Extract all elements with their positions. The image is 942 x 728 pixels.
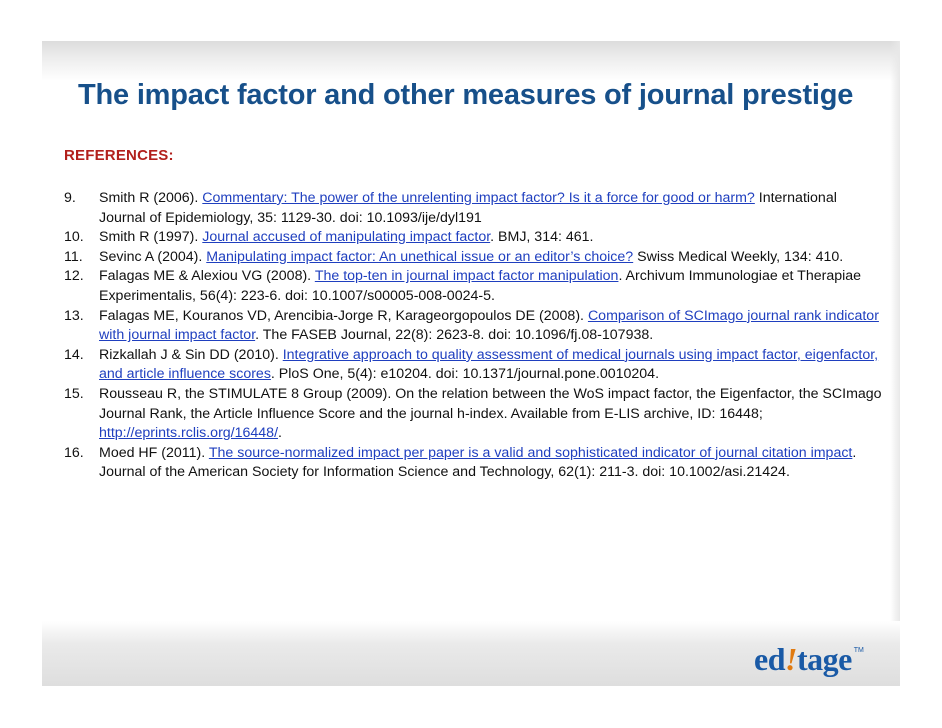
reference-link[interactable]: The source-normalized impact per paper is a valid and sophisticated indicator of journal citation impact bbox=[208, 444, 853, 461]
reference-number: 12. bbox=[64, 268, 84, 285]
slide-side-shadow bbox=[890, 41, 900, 641]
reference-text: . BMJ, 314: 461. bbox=[490, 229, 594, 246]
reference-number: 15. bbox=[64, 385, 84, 402]
reference-link[interactable]: http://eprints.rclis.org/16448/ bbox=[99, 425, 279, 442]
reference-link[interactable]: Journal accused of manipulating impact factor bbox=[202, 229, 491, 246]
reference-item bbox=[64, 444, 884, 483]
reference-list bbox=[64, 189, 884, 483]
reference-text: Smith R (1997). bbox=[99, 229, 203, 246]
references-heading: REFERENCES: bbox=[64, 147, 174, 164]
slide-top-band bbox=[42, 41, 900, 81]
reference-link[interactable]: Comparison of SCImago journal rank indicator with journal impact factor bbox=[99, 307, 879, 344]
logo-text: ed!tage bbox=[754, 641, 852, 677]
reference-number: 16. bbox=[64, 444, 84, 461]
reference-item bbox=[64, 267, 884, 306]
reference-text: . bbox=[278, 425, 282, 442]
reference-text: Sevinc A (2004). bbox=[99, 248, 207, 265]
reference-item bbox=[64, 228, 884, 248]
reference-item bbox=[64, 248, 884, 268]
reference-link[interactable]: Integrative approach to quality assessment of medical journals using impact factor, eigenfactor, and article influence scores bbox=[99, 346, 879, 383]
reference-text: Rousseau R, the STIMULATE 8 Group (2009). On the relation between the WoS impact factor, the Eigenfactor, the SCImago Journal Rank, the Article Influence Score and the journal h-index. Available from E-LIS archive, ID: 16448; bbox=[99, 385, 882, 422]
reference-text: . Journal of the American Society for Information Science and Technology, 62(1): 211-3. doi: 10.1002/asi.21424. bbox=[99, 444, 857, 481]
reference-text: Falagas ME & Alexiou VG (2008). bbox=[99, 268, 315, 285]
reference-item bbox=[64, 307, 884, 346]
reference-text: . Archivum Immunologiae et Therapiae Experimentalis, 56(4): 223-6. doi: 10.1007/s00005-008-0024-5. bbox=[99, 268, 862, 304]
trademark-mark: TM bbox=[853, 647, 864, 654]
reference-text: International Journal of Epidemiology, 35: 1129-30. doi: 10.1093/ije/dyl191 bbox=[99, 190, 837, 226]
reference-text: . PloS One, 5(4): e10204. doi: 10.1371/journal.pone.0010204. bbox=[270, 366, 660, 383]
reference-link[interactable]: Manipulating impact factor: An unethical issue or an editor’s choice? bbox=[206, 248, 634, 265]
reference-number: 11. bbox=[64, 248, 83, 265]
editage-logo bbox=[754, 641, 864, 685]
reference-link[interactable]: The top-ten in journal impact factor manipulation bbox=[314, 268, 619, 285]
slide bbox=[42, 41, 900, 686]
reference-number: 9. bbox=[64, 190, 76, 206]
slide-title: The impact factor and other measures of journal prestige bbox=[78, 79, 854, 111]
reference-text: . The FASEB Journal, 22(8): 2623-8. doi: 10.1096/fj.08-107938. bbox=[255, 327, 654, 344]
reference-text: Falagas ME, Kouranos VD, Arencibia-Jorge R, Karageorgopoulos DE (2008). bbox=[99, 307, 588, 324]
reference-item bbox=[64, 385, 884, 444]
reference-number: 13. bbox=[64, 307, 84, 324]
reference-text: Swiss Medical Weekly, 134: 410. bbox=[633, 248, 844, 265]
reference-item bbox=[64, 346, 884, 385]
reference-item bbox=[64, 189, 884, 228]
reference-text: Rizkallah J & Sin DD (2010). bbox=[99, 346, 283, 363]
reference-text: Moed HF (2011). bbox=[99, 444, 209, 461]
reference-number: 10. bbox=[64, 229, 84, 246]
reference-text: Smith R (2006). bbox=[99, 190, 203, 206]
reference-number: 14. bbox=[64, 346, 84, 363]
reference-link[interactable]: Commentary: The power of the unrelenting impact factor? Is it a force for good or harm? bbox=[202, 190, 755, 206]
